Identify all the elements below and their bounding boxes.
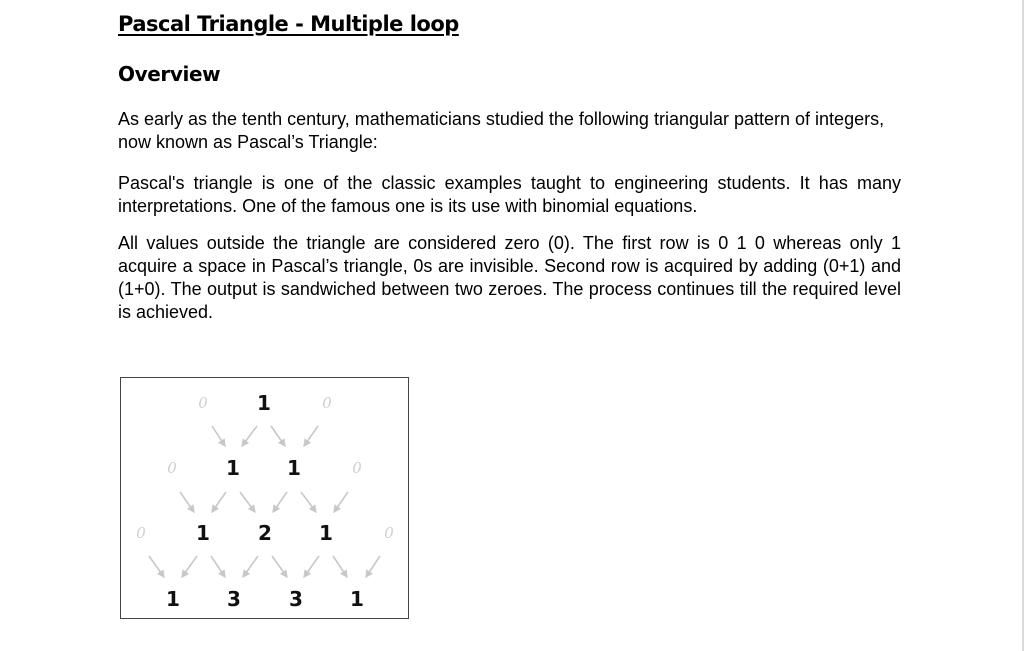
triangle-value: 3 xyxy=(289,587,303,611)
triangle-value: 1 xyxy=(350,587,364,611)
arrow xyxy=(149,556,164,577)
section-heading-overview: Overview xyxy=(118,62,221,86)
triangle-value: 2 xyxy=(258,521,272,545)
triangle-zero: 0 xyxy=(198,394,208,412)
triangle-value: 1 xyxy=(196,521,210,545)
triangle-value: 1 xyxy=(319,521,333,545)
document-title: Pascal Triangle - Multiple loop xyxy=(118,12,459,36)
arrow xyxy=(304,426,318,446)
arrow xyxy=(240,492,255,512)
arrow xyxy=(212,426,225,446)
arrow xyxy=(334,492,348,512)
arrow xyxy=(333,556,347,577)
triangle-value: 1 xyxy=(226,456,240,480)
triangle-zero: 0 xyxy=(322,394,332,412)
triangle-zero: 0 xyxy=(167,459,177,477)
triangle-zero: 0 xyxy=(352,459,362,477)
arrow xyxy=(180,492,194,512)
arrow xyxy=(273,492,287,512)
arrow xyxy=(272,556,287,577)
triangle-zero: 0 xyxy=(136,524,146,542)
arrow xyxy=(304,556,319,577)
triangle-value: 1 xyxy=(166,587,180,611)
paragraph-intro: As early as the tenth century, mathematicians studied the following triangular pattern of integers, now known as Pascal’s Triangle: xyxy=(118,109,885,152)
arrow xyxy=(243,556,258,577)
arrow xyxy=(242,426,257,446)
triangle-zero: 0 xyxy=(384,524,394,542)
pascal-triangle-diagram xyxy=(121,378,407,617)
arrow xyxy=(366,556,380,577)
arrow xyxy=(271,426,285,446)
triangle-value: 1 xyxy=(287,456,301,480)
arrow xyxy=(211,556,225,577)
arrow xyxy=(301,492,316,512)
arrow xyxy=(182,556,197,577)
arrow xyxy=(212,492,226,512)
paragraph-classic-examples: Pascal's triangle is one of the classic examples taught to engineering students. It has many interpretations. One of the famous one is its use with binomial equations. xyxy=(118,173,901,216)
paragraph-zero-values: All values outside the triangle are considered zero (0). The first row is 0 1 0 whereas only 1 acquire a space in Pascal’s triangle, 0s are invisible. Second row is acquired by adding (0+1) and (1+0). The output is sandwiched between two zeroes. The process continues till the required level is achieved. xyxy=(118,233,901,322)
pascal-triangle-figure xyxy=(120,377,409,619)
triangle-value: 1 xyxy=(257,391,271,415)
triangle-value: 3 xyxy=(227,587,241,611)
